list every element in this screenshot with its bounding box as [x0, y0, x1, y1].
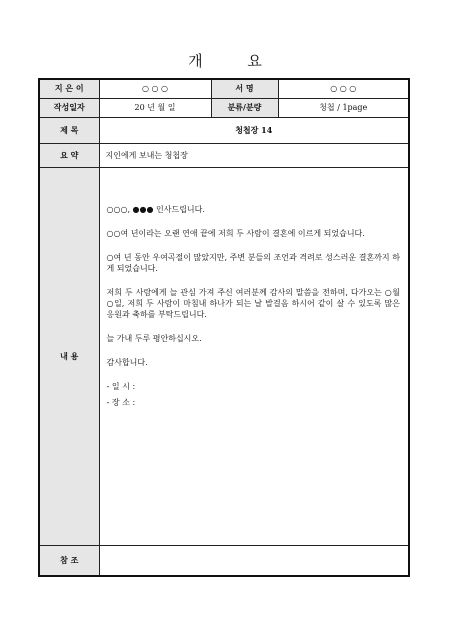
- date-label: 작성일자: [39, 98, 99, 117]
- content-paragraph: 저희 두 사람에게 늘 관심 가져 주신 여러분께 감사의 말씀을 전하며, 다가오는 ○월 ○일, 저희 두 사람이 마침내 하나가 되는 날 발걸음 하시어 같이 살 수 있도록 많은 응원과 축하를 부탁드립니다.: [106, 287, 400, 319]
- summary-form: [38, 78, 410, 577]
- summary-value: 지인에게 보내는 청첩장: [99, 143, 409, 167]
- content-body: [99, 167, 409, 545]
- page-title: 개 요: [188, 52, 282, 70]
- title-label: 제 목: [39, 117, 99, 143]
- content-label: 내 용: [39, 167, 99, 545]
- date-value: 20 년 월 일: [99, 98, 211, 117]
- author-label: 지 은 이: [39, 79, 99, 98]
- document-label: 서 명: [211, 79, 278, 98]
- document-value: ○ ○ ○: [278, 79, 409, 98]
- greeting-line: ○○○, ●●● 인사드립니다.: [106, 204, 205, 214]
- place-line: - 장 소 :: [106, 397, 136, 407]
- reference-value: [99, 545, 409, 576]
- category-label: 분류/분량: [211, 98, 278, 117]
- date-line: - 일 시 :: [106, 381, 136, 391]
- content-paragraph: 감사합니다.: [106, 357, 148, 367]
- reference-label: 참 조: [39, 545, 99, 576]
- content-paragraph: 늘 가내 두루 평안하십시오.: [106, 333, 202, 343]
- author-value: ○ ○ ○: [99, 79, 211, 98]
- category-value: 청첩 / 1page: [278, 98, 409, 117]
- summary-label: 요 약: [39, 143, 99, 167]
- content-paragraph: ○○여 년이라는 오랜 연애 끝에 저희 두 사람이 결혼에 이르게 되었습니다.: [106, 228, 365, 238]
- content-paragraph: ○여 년 동안 우여곡절이 많았지만, 주변 분들의 조언과 격려로 성스러운 결혼까지 하게 되었습니다.: [106, 252, 400, 273]
- document-title: 청첩장 14: [99, 117, 409, 143]
